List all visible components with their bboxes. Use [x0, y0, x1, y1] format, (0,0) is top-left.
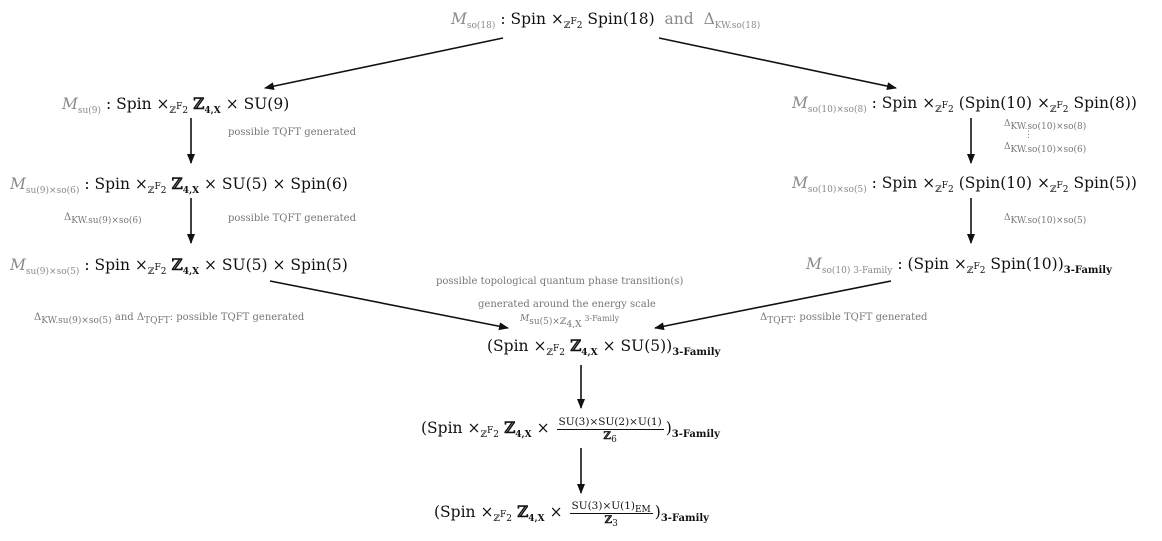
top-group: Spin(18) — [587, 10, 655, 28]
note-center-line1: possible topological quantum phase transition(s) — [436, 276, 684, 287]
note-right-delta1b: $\Delta_{KW.so(10)\times so(6)}$ — [1004, 142, 1087, 155]
node-center: (Spin $\times_{ℤ^F2}$ ℤ$_{4,X}$ × $SU(5))_{3-Family}$ — [487, 336, 721, 359]
lower-fraction: $\frac{SU(3)\times SU(2)\times U(1)}{ℤ_6}$ — [558, 416, 662, 445]
arrow-top-to-right1 — [659, 38, 896, 88]
node-top: $M_{so(18)}$ : Spin $\times_{ℤ^F2}$ Spin(18) and $\Delta_{KW.so(18)}$ — [451, 10, 761, 32]
node-right2: $M_{so(10)\times so(5)}$ : Spin $\times_{ℤ^F2}$ (Spin(10) $\times_{ℤ^F2}$ Spin(5)) — [792, 174, 1137, 196]
note-right-bottom: $\Delta_{TQFT}$: possible TQFT generated — [760, 312, 928, 326]
node-right1: $M_{so(10)\times so(8)}$ : Spin $\times_{ℤ^F2}$ (Spin(10) $\times_{ℤ^F2}$ Spin(8)) — [792, 94, 1137, 116]
note-left-delta2: $\Delta_{KW.su(9)\times so(6)}$ — [64, 212, 142, 226]
node-bottom: (Spin $\times_{ℤ^F2}$ ℤ$_{4,X}$ × $\frac{SU(3)\times U(1)_{EM}}{ℤ_3}$ )$_{3-Family}$ — [434, 500, 709, 529]
note-left-tqft2: possible TQFT generated — [228, 213, 356, 224]
top-and: and — [664, 10, 694, 28]
note-left-tqft1: possible TQFT generated — [228, 127, 356, 138]
top-m-subscript: so(18) — [466, 21, 496, 32]
arrow-left3-to-center — [270, 281, 508, 328]
node-left2: $M_{su(9)\times so(6)}$ : Spin $\times_{ℤ^F2}$ ℤ$_{4,X}$ × SU(5) × Spin(6) — [10, 174, 348, 197]
node-left1: $M_{su(9)}$ : Spin $\times_{ℤ^F2}$ ℤ$_{4,X}$ × SU(9) — [62, 94, 290, 117]
note-center-scale: $M_{su(5)\times ℤ_{4,X}}$ 3-Family — [520, 314, 620, 330]
arrow-top-to-left1 — [265, 38, 503, 88]
note-left-bottom: $\Delta_{KW.su(9)\times so(5)}$ and $\Delta_{TQFT}$: possible TQFT generated — [34, 312, 305, 326]
top-spin-text: : Spin × — [500, 10, 564, 28]
bottom-fraction: $\frac{SU(3)\times U(1)_{EM}}{ℤ_3}$ — [571, 500, 651, 529]
note-center-line2: generated around the energy scale — [478, 299, 656, 310]
node-lower: (Spin $\times_{ℤ^F2}$ ℤ$_{4,X}$ × $\frac{SU(3)\times SU(2)\times U(1)}{ℤ_6}$ )$_{3-Family}$ — [421, 416, 720, 445]
top-delta: Δ — [703, 10, 715, 28]
top-delta-subscript: KW.so(18) — [714, 21, 761, 32]
note-right-dots: ⋮ — [1024, 130, 1033, 140]
note-right-delta1a: $\Delta_{KW.so(10)\times so(8)}$ — [1004, 119, 1087, 132]
node-right3: $M_{so(10) 3-Family}$ : (Spin $\times_{ℤ^F2}$ $Spin(10))_{3-Family}$ — [806, 255, 1112, 277]
note-right-delta2: $\Delta_{KW.so(10)\times so(5)}$ — [1004, 213, 1087, 226]
node-left3: $M_{su(9)\times so(5)}$ : Spin $\times_{ℤ^F2}$ ℤ$_{4,X}$ × SU(5) × Spin(5) — [10, 255, 348, 278]
top-m-symbol: M — [451, 10, 467, 28]
